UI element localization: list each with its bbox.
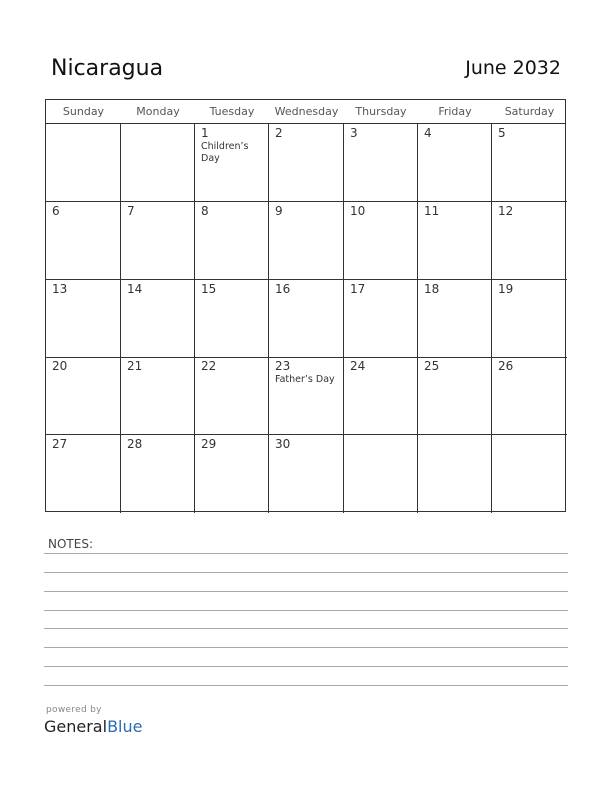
day-cell [121,124,195,202]
weekday-header-saturday: Saturday [504,105,555,118]
day-number: 20 [52,359,68,373]
day-number: 6 [52,204,60,218]
day-number: 3 [350,126,358,140]
weekday-header-row [46,100,565,124]
day-cell [492,357,567,435]
day-cell [121,280,195,358]
weekday-header-tuesday: Tuesday [209,105,255,118]
day-cell [121,357,195,435]
day-number: 22 [201,359,217,373]
day-cell [46,357,121,435]
day-number: 15 [201,282,217,296]
day-number: 23 [275,359,291,373]
day-cell [195,435,269,513]
day-cell [344,357,418,435]
day-cell [418,202,492,280]
day-cell [492,280,567,358]
weekday-header-friday: Friday [438,105,472,118]
day-number: 29 [201,437,217,451]
day-cell [269,124,344,202]
day-cell [46,124,121,202]
day-cell [269,202,344,280]
day-cell [195,280,269,358]
day-cell [492,124,567,202]
note-line [44,647,568,648]
day-cell [46,202,121,280]
brand-logo [44,717,142,736]
day-cell [195,124,269,202]
note-line [44,591,568,592]
day-number: 17 [350,282,366,296]
day-number: 19 [498,282,514,296]
day-cell [418,435,492,513]
day-number: 21 [127,359,143,373]
day-number: 7 [127,204,135,218]
day-cell [269,280,344,358]
holiday-label: Father’s Day [275,374,335,385]
day-number: 4 [424,126,432,140]
day-cell [46,435,121,513]
weekday-header-sunday: Sunday [62,105,105,118]
day-number: 8 [201,204,209,218]
day-number: 25 [424,359,440,373]
day-number: 27 [52,437,68,451]
note-line [44,553,568,554]
day-cell [418,280,492,358]
day-number: 16 [275,282,291,296]
day-number: 1 [201,126,209,140]
weekday-header-wednesday: Wednesday [274,105,339,118]
powered-by-text: powered by [46,705,102,715]
day-cell [418,357,492,435]
calendar-grid [45,99,566,512]
day-number: 9 [275,204,283,218]
day-number: 13 [52,282,68,296]
day-number: 5 [498,126,506,140]
day-cell [195,202,269,280]
day-number: 10 [350,204,366,218]
day-number: 11 [424,204,440,218]
day-number: 30 [275,437,291,451]
notes-label: NOTES: [48,537,93,551]
weekday-header-thursday: Thursday [355,105,407,118]
day-number: 14 [127,282,143,296]
day-cell [195,357,269,435]
day-cell [269,435,344,513]
day-cell [269,357,344,435]
day-cell [344,435,418,513]
month-year-title: June 2032 [465,57,561,79]
day-number: 12 [498,204,514,218]
day-cell [418,124,492,202]
day-number: 26 [498,359,514,373]
day-cell [121,202,195,280]
day-cell [344,124,418,202]
note-line [44,666,568,667]
holiday-label: Children’s Day [201,141,249,164]
day-cell [46,280,121,358]
note-line [44,628,568,629]
day-number: 28 [127,437,143,451]
day-cell [344,280,418,358]
note-line [44,572,568,573]
day-cell [492,202,567,280]
day-cell [492,435,567,513]
day-cell [344,202,418,280]
brand-blue-text: Blue [107,717,143,736]
day-number: 24 [350,359,366,373]
day-number: 2 [275,126,283,140]
weekday-header-monday: Monday [136,105,180,118]
brand-general-text: General [44,717,108,736]
note-line [44,685,568,686]
country-title: Nicaragua [51,56,164,81]
day-number: 18 [424,282,440,296]
note-line [44,610,568,611]
day-cell [121,435,195,513]
